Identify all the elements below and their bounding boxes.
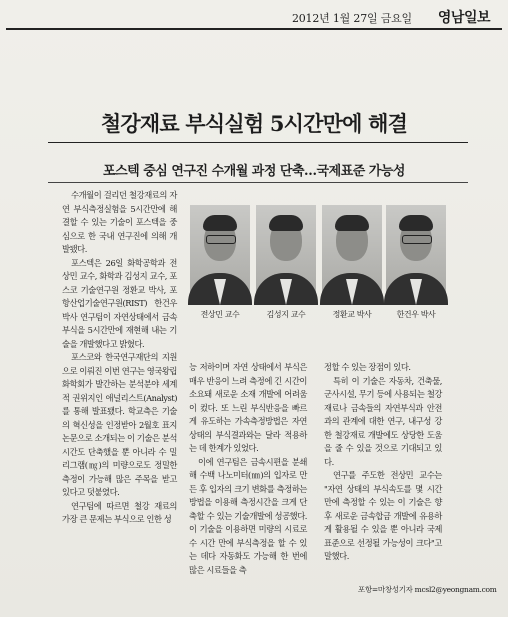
article-subheadline: 포스텍 중심 연구진 수개월 과정 단축…국제표준 가능성 — [103, 164, 405, 179]
photo-caption: 전상민 교수 — [200, 310, 240, 319]
paragraph: 포스코와 한국연구재단의 지원으로 이뤄진 이번 연구는 영국왕립화학회가 발간하는 분석분야 세계적 권위지인 애널리스트(Analyst)를 통해 발표됐다. 학교측은 기술의 혁신성을 인정받아 2월호 표지논문으로 소개되는 이 기술은 분석 시간도 단축했을 뿐 아니라 수 밀리그램(㎎)의 미량으로도 정밀한 측정이 가능해 많은 주목을 받고 있다고 덧붙였다. — [62, 352, 177, 497]
paragraph: 연구팀에 따르면 철강 재료의 가장 큰 문제는 부식으로 인한 성 — [62, 500, 177, 524]
portrait-photo — [190, 205, 250, 305]
paragraph: 정할 수 있는 장점이 있다. — [324, 362, 411, 372]
newspaper-name: 영남일보 — [437, 10, 490, 26]
paragraph: 수개월이 걸리던 철강재료의 자연 부식측정실험을 5시간만에 해결할 수 있는 기술이 포스텍을 중심으로 한 국내 연구진에 의해 개발됐다. — [62, 190, 177, 254]
portrait-photo — [256, 205, 316, 305]
paragraph: 포스텍은 26일 화학공학과 전상민 교수, 화학과 김성지 교수, 포스코 기술연구원 정환교 박사, 포항산업기술연구원(RIST) 한건우 박사 연구팀이 자연상태에서 금속 부식을 5시간만에 재현해 내는 기술을 개발했다고 밝혔다. — [62, 257, 177, 349]
masthead — [0, 10, 508, 26]
portrait-photo — [386, 205, 446, 305]
photo-caption: 정환교 박사 — [332, 310, 372, 319]
paragraph: 특히 이 기술은 자동차, 건축물, 군사시설, 무기 등에 사용되는 철강재료나 금속들의 자연부식과 안전과의 관계에 대한 연구, 내구성 강한 철강재료 개발에도 상당한 도움을 줄 수 있을 것으로 기대되고 있다. — [324, 375, 442, 467]
body-column-2 — [189, 361, 307, 577]
portrait-photo — [322, 205, 382, 305]
paragraph: 능 저하이며 자연 상태에서 부식은 매우 반응이 느려 측정에 긴 시간이 소요돼 새로운 소재 개발에 어려움이 컸다. 또 느린 부식반응을 빠르게 유도하는 가속측정방법은 자연상태의 부식결과와는 달라 적용하는 데 한계가 있었다. — [189, 362, 307, 453]
subheadline-rule — [48, 182, 468, 183]
paragraph: 이에 연구팀은 금속시편을 분쇄해 수백 나노미터(㎚)의 입자로 만든 후 입자의 크기 변화를 측정하는 방법을 이용해 측정시간을 크게 단축할 수 있는 기술개발에 성공했다. 이 기술을 이용하면 미량의 시료로 수 시간 만에 부식측정을 할 수 있는 데다 자동화도 가능해 한 번에 많은 시료들을 측 — [189, 456, 307, 575]
body-column-1 — [62, 189, 177, 527]
paragraph: 연구를 주도한 전상민 교수는 "자연 상태의 부식속도를 몇 시간 만에 측정할 수 있는 이 기술은 향후 새로운 금속합금 개발에 유용하게 활용될 수 있을 뿐 아니라 국제표준으로 선정될 가능성이 크다"고 말했다. — [324, 470, 442, 561]
article-headline: 철강재료 부식실험 5시간만에 해결 — [100, 111, 408, 136]
photo-caption: 한건우 박사 — [396, 310, 436, 319]
photo-caption: 김성지 교수 — [266, 310, 306, 319]
researcher-photos — [190, 195, 446, 345]
top-rule — [6, 28, 502, 30]
reporter-byline: 포항=마창성기자 mcsl2@yeongnam.com — [358, 585, 497, 594]
body-column-3 — [324, 361, 442, 564]
headline-rule — [48, 142, 468, 143]
publication-date: 2012년 1월 27일 금요일 — [291, 12, 412, 25]
